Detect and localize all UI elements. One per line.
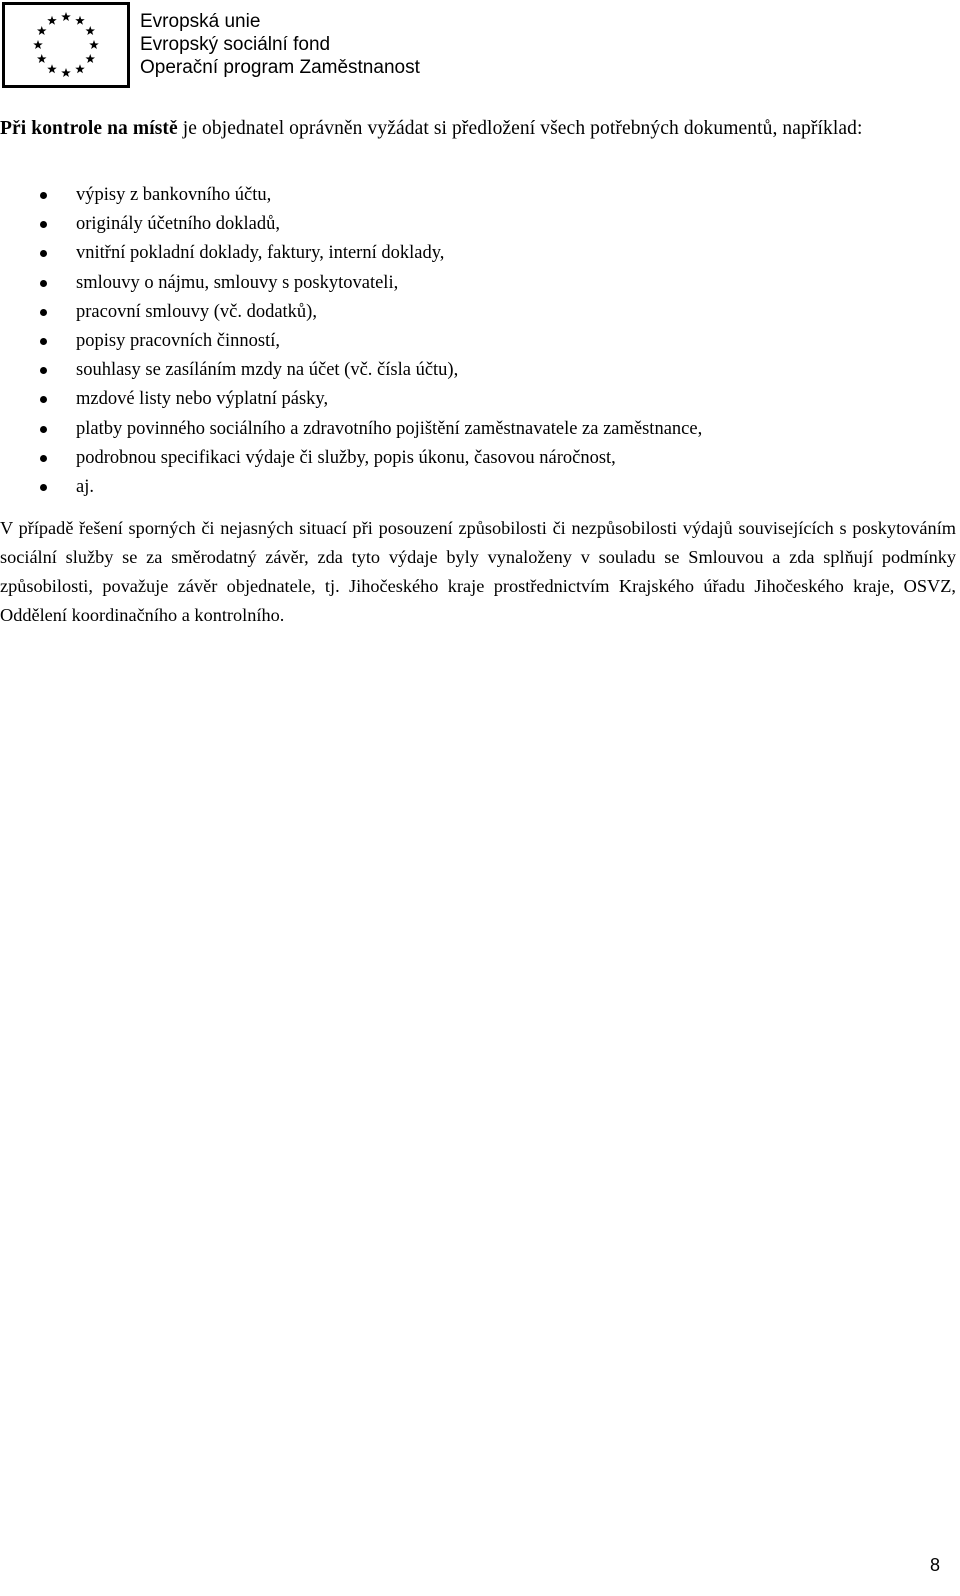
bullet-icon	[40, 338, 47, 345]
list-item: pracovní smlouvy (vč. dodatků),	[0, 298, 956, 327]
bullet-icon	[40, 426, 47, 433]
header-text	[140, 10, 420, 79]
star-icon	[37, 54, 47, 63]
star-icon	[85, 26, 95, 35]
bullet-icon	[40, 367, 47, 374]
intro-rest: je objednatel oprávněn vyžádat si předložení všech potřebných dokumentů, například:	[177, 118, 863, 139]
list-item: platby povinného sociálního a zdravotního pojištění zaměstnavatele za zaměstnance,	[0, 415, 956, 444]
star-icon	[33, 40, 43, 49]
list-item: vnitřní pokladní doklady, faktury, interní doklady,	[0, 239, 956, 268]
intro-bold: Při kontrole na místě	[0, 118, 178, 139]
star-icon	[47, 16, 57, 25]
star-icon	[75, 16, 85, 25]
header-line-1: Evropská unie	[140, 11, 261, 32]
star-icon	[37, 26, 47, 35]
list-item: mzdové listy nebo výplatní pásky,	[0, 385, 956, 414]
bullet-icon	[40, 309, 47, 316]
header-line-2: Evropský sociální fond	[140, 34, 331, 55]
eu-flag-icon	[2, 2, 130, 88]
bullet-icon	[40, 221, 47, 228]
bullet-icon	[40, 455, 47, 462]
bullet-icon	[40, 250, 47, 257]
list-item: originály účetního dokladů,	[0, 210, 956, 239]
bullet-icon	[40, 396, 47, 403]
list-item: souhlasy se zasíláním mzdy na účet (vč. čísla účtu),	[0, 356, 956, 385]
star-icon	[75, 64, 85, 73]
bullet-icon	[40, 484, 47, 491]
star-icon	[61, 12, 71, 21]
conclusion-paragraph: V případě řešení sporných či nejasných situací při posouzení způsobilosti či nezpůsobilosti výdajů souvisejících s poskytováním sociální služby se za směrodatný závěr, zda tyto výdaje byly vynaloženy v souladu se Smlouvou a zda splňují podmínky způsobilosti, považuje závěr objednatele, tj. Jihočeského kraje prostřednictvím Krajského úřadu Jihočeského kraje, OSVZ, Oddělení koordinačního a kontrolního.	[0, 518, 956, 626]
header-line-3: Operační program Zaměstnanost	[140, 57, 420, 78]
intro-paragraph	[0, 114, 956, 143]
star-icon	[47, 64, 57, 73]
list-item: aj.	[0, 473, 956, 502]
bullet-icon	[40, 192, 47, 199]
star-icon	[89, 40, 99, 49]
list-item: podrobnou specifikaci výdaje či služby, popis úkonu, časovou náročnost,	[0, 444, 956, 473]
list-item: popisy pracovních činností,	[0, 327, 956, 356]
document-body	[0, 114, 956, 630]
list-item: výpisy z bankovního účtu,	[0, 181, 956, 210]
document-list	[0, 181, 956, 502]
header	[0, 0, 440, 92]
page-number: 8	[929, 1555, 940, 1575]
star-icon	[85, 54, 95, 63]
bullet-icon	[40, 280, 47, 287]
list-item: smlouvy o nájmu, smlouvy s poskytovateli,	[0, 269, 956, 298]
star-icon	[61, 68, 71, 77]
